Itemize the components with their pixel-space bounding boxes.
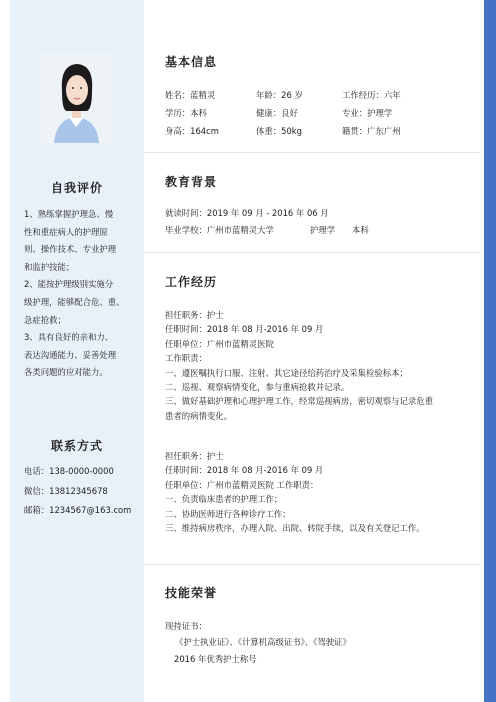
job-line: 一、负责临床患者的护理工作； <box>165 494 283 505</box>
divider <box>144 152 480 153</box>
job-line: 一、遵医嘱执行口服、注射、其它途径给药治疗及采集检验标本； <box>165 367 408 378</box>
email: 邮箱：1234567@163.com <box>24 505 132 516</box>
work-title: 工作经历 <box>165 275 218 289</box>
skills-line-1: 现持证书： <box>165 621 207 631</box>
contact-info <box>24 462 131 521</box>
job-line: 担任职务：护士 <box>165 451 224 461</box>
name-field: 姓名：蓝精灵 <box>165 90 216 100</box>
self-eval-line: 则、操作技术、专业护理 <box>24 244 117 255</box>
education-title: 教育背景 <box>165 175 218 189</box>
self-eval-title: 自我评价 <box>50 181 103 195</box>
weight-field: 体重：50kg <box>256 126 302 136</box>
wechat: 微信：13812345678 <box>24 485 108 496</box>
self-eval-line: 和监护技能； <box>24 261 75 272</box>
job-line: 任职时间：2018 年 08 月-2016 年 09 月 <box>165 324 324 335</box>
job-line: 任职时间：2018 年 08 月-2016 年 09 月 <box>165 465 324 476</box>
self-eval-line: 级护理，能够配合危、重、 <box>24 296 125 307</box>
job-line: 三、做好基础护理和心理护理工作，经常巡视病房，密切观察与记录危重 <box>165 396 433 407</box>
height-field: 身高：164cm <box>165 126 219 136</box>
phone: 电话：138-0000-0000 <box>24 466 114 476</box>
experience-field: 工作经历：六年 <box>342 90 401 100</box>
skills-title: 技能荣誉 <box>165 586 218 600</box>
job-line: 三、维持病房秩序，办理入院、出院、转院手续，以及有关登记工作。 <box>165 523 425 534</box>
education-period: 就读时间：2019 年 09 月 - 2016 年 06 月 <box>165 208 329 218</box>
job-line: 二、巡视、观察病情变化，参与重病抢救并记录。 <box>165 382 350 393</box>
self-eval-line: 1、熟练掌握护理急、慢 <box>24 209 114 219</box>
skills-honor: 2016 年优秀护士称号 <box>174 654 257 664</box>
school-field: 毕业学校：广州市蓝精灵大学 <box>165 225 274 235</box>
self-eval-line: 2、能按护理级别实施分 <box>24 279 114 290</box>
self-eval-line: 各类问题的应对能力。 <box>24 367 108 378</box>
native-field: 籍贯：广东广州 <box>342 126 401 136</box>
skills-certificates: 《护士执业证》、《计算机高级证书》、《驾驶证》 <box>175 637 351 647</box>
major-field: 专业：护理学 <box>342 108 393 118</box>
contact-title: 联系方式 <box>50 439 103 453</box>
job-line: 任职单位：广州市蓝精灵医院 工作职责： <box>165 479 319 490</box>
education-degree: 本科 <box>352 225 369 235</box>
job-line: 担任职务：护士 <box>165 310 224 320</box>
job-2 <box>165 449 425 535</box>
education-field: 学历：本科 <box>165 108 207 118</box>
health-field: 健康：良好 <box>256 108 298 118</box>
self-eval-line: 表达沟通能力、妥善处理 <box>24 349 117 360</box>
job-line: 工作职责： <box>165 353 207 364</box>
main-content <box>144 0 480 702</box>
self-eval-line: 急症抢救； <box>24 314 66 325</box>
job-1 <box>165 308 433 423</box>
age-field: 年龄：26 岁 <box>256 90 303 100</box>
basic-info-title: 基本信息 <box>165 55 218 69</box>
self-eval-line: 3、具有良好的亲和力、 <box>24 332 114 343</box>
profile-photo <box>40 53 113 143</box>
divider <box>144 564 480 565</box>
divider <box>144 252 480 253</box>
job-line: 任职单位：广州市蓝精灵医院 <box>165 338 274 349</box>
accent-bar <box>484 0 496 702</box>
self-eval-text <box>24 206 132 382</box>
self-eval-line: 性和重症病人的护理原 <box>24 226 108 237</box>
job-line: 二、协助医师进行各种诊疗工作； <box>165 508 291 519</box>
education-major: 护理学 <box>310 225 336 235</box>
job-line: 患者的病情变化。 <box>165 410 232 421</box>
